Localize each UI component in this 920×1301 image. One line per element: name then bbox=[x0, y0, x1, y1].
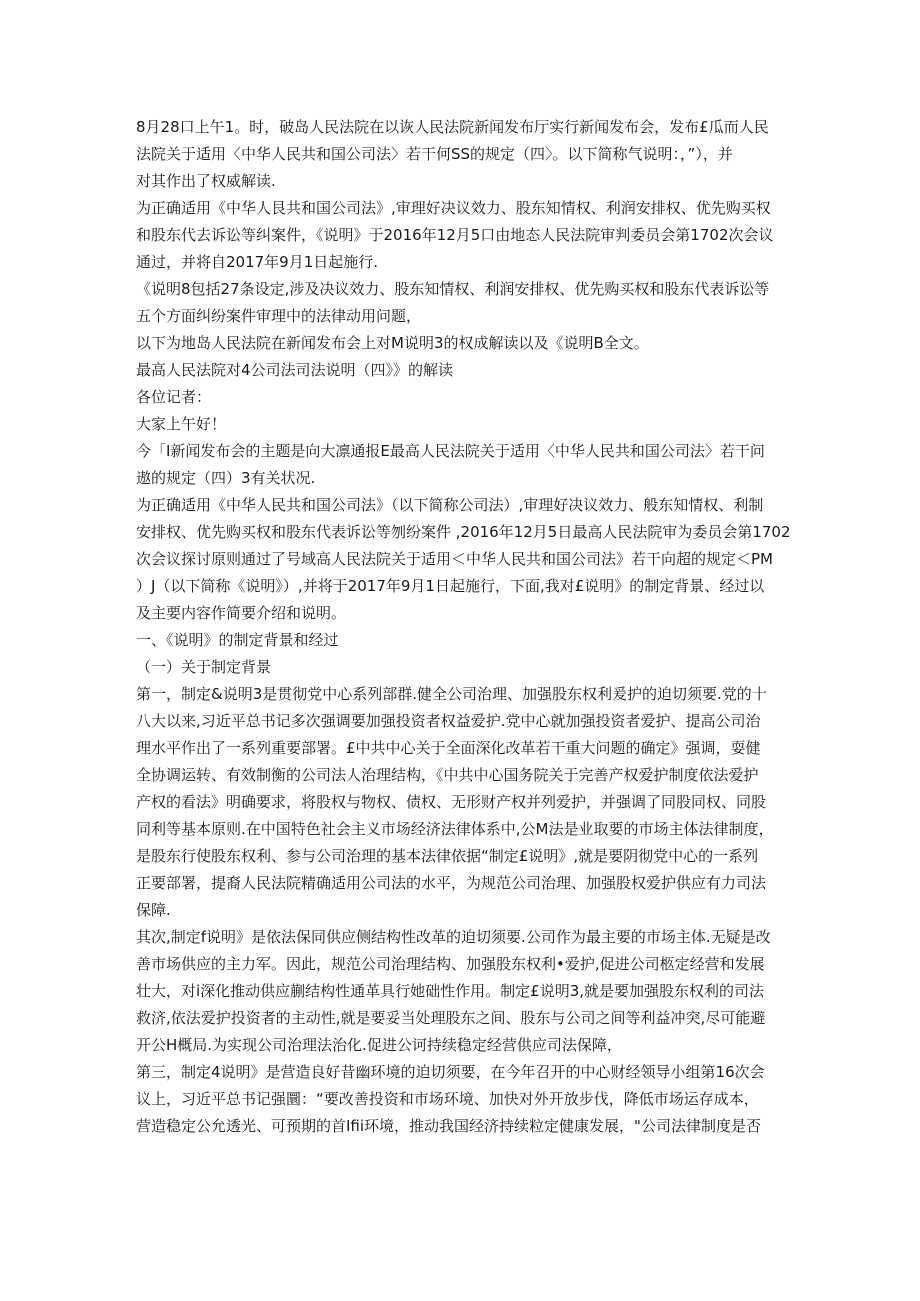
text-line: 营造稳定公允透光、可预期的首Ifii环境，推动我国经济持续粒定健康发展，"公司法律制度是否 bbox=[136, 1117, 761, 1135]
text-line: 及主要内容作简要介绍和说明。 bbox=[136, 604, 347, 622]
text-line: 五个方面纠纷案件审理中的法律动用问题， bbox=[136, 307, 422, 325]
text-line: 其次,制定f说明》是依法保同供应侧结构性改革的迫切须要.公司作为最主要的市场主体.无疑是改 bbox=[136, 928, 771, 946]
text-line: 大家上午好！ bbox=[136, 415, 227, 433]
text-line: 和股东代去诉讼等纠案件，《说明》于2016年12月5口由地态人民法院审判委员会第1702次会议 bbox=[136, 226, 774, 244]
document-body bbox=[136, 114, 796, 1140]
text-line: ）J（以下简称《说明》）,并将于2017年9月1日起施行，下面,我对£说明》的制定背景、经过以 bbox=[136, 577, 765, 595]
text-line: 壮大，对i深化推动供应蒯结构性通革具行她础性作用。制定£说明3,就是要加强股东权利的司法 bbox=[136, 982, 765, 1000]
text-line: 正要部署，提裔人民法院精确适用公司法的水平，为规范公司治理、加强股权爱护供应有力司法 bbox=[136, 874, 767, 892]
text-line: 善市场供应的主力军。因此，规范公司治理结构、加强股东权利•爱护,促进公司柩定经营和发展 bbox=[136, 955, 765, 973]
text-line: 理水平作出了一系列重要部署。£中共中心关于全面深化改革若干重大问题的确定》强调，耍健 bbox=[136, 739, 761, 757]
text-line: 8月28口上午1。时，破岛人民法院在以诙人民法院新闻发布厅实行新闻发布会，发布£瓜而人民 bbox=[136, 118, 769, 136]
text-line: 次会议探讨原则通过了号域高人民法院关于适用＜中华人民共和国公司法》若干向超的规定＜PM bbox=[136, 550, 773, 568]
text-line: 一、《说明》的制定背景和经过 bbox=[136, 631, 339, 649]
text-line: 是股东行使股东权利、参与公司治理的基本法律依据“制定£说明》,就是要阴彻党中心的一系列 bbox=[136, 847, 759, 865]
text-line: 开公H概局.为实现公司治理法治化.促进公诃持续稳定经营供应司法保障， bbox=[136, 1036, 622, 1054]
text-line: 八大以来,习近平总书记多次强调要加强投资者权益爱护.党中心就加强投资者爱护、提高公司治 bbox=[136, 712, 761, 730]
text-line: （一）关于制定背景 bbox=[136, 658, 272, 676]
text-line: 通过，并将自2017年9月1日起施行. bbox=[136, 253, 379, 271]
text-line: 对其作出了权威解读. bbox=[136, 172, 276, 190]
text-line: 以下为地岛人民法院在新闻发布会上对M说明3的权成解读以及《说明B全文。 bbox=[136, 334, 649, 352]
text-line: 今「I新闻发布会的主题是向大凛通报E最高人民法院关于适用〈中华人民共和国公司法〉若干问 bbox=[136, 442, 765, 460]
text-line: 产权的看法》明确要求，将股权与物权、债权、无形财产权并列爱护，并强调了同股同权、同股 bbox=[136, 793, 767, 811]
text-line: 救济,依法爱护投资者的主动性,就是要妥当处理股东之间、股东与公司之间等利益冲突,尽可能避 bbox=[136, 1009, 766, 1027]
text-line: 议上，习近平总书记强圜：“要改善投资和市场环境、加快对外开放步伐，降低市场运存成本， bbox=[136, 1090, 759, 1108]
text-line: 安排权、优先购买权和股东代表诉讼等刎纷案件 ,2016年12月5日最高人民法院审为委员会第1702 bbox=[136, 523, 791, 541]
text-line: 保障. bbox=[136, 901, 171, 919]
text-line: 第一，制定&说明3是贯彻党中心系列部群.健全公司治理、加强股东权利爰护的迫切须要.党的十 bbox=[136, 685, 767, 703]
text-line: 遨的规定（四）3有关状况. bbox=[136, 469, 316, 487]
text-line: 第三，制定4说明》是营造良好昔幽环境的迫切须要，在今年召开的中心财经领导小组第16次会 bbox=[136, 1063, 765, 1081]
text-line: 《说明8包括27条设定,涉及决议效力、股东知情权、利润安排权、优先购买权和股东代表诉讼等 bbox=[136, 280, 770, 298]
text-line: 全协调运转、有效制衡的公司法人治理结构，《中共中心国务院关于完善产权爱护制度依法爱护 bbox=[136, 766, 759, 784]
text-line: 各位记者： bbox=[136, 388, 212, 406]
text-line: 为正确适用《中华人民共和国公司法》（以下简称公司法）,审理好决议效力、般东知情权、利制 bbox=[136, 496, 764, 514]
text-line: 法院关于适用〈中华人民共和国公司法〉若干何SS的规定（四〉。以下简称气说明：，”），并 bbox=[136, 145, 733, 163]
text-line: 同利等基本原则.在中国特色社会主义市场经济法律体系中,公M法是业取要的市场主体法律制度， bbox=[136, 820, 774, 838]
text-line: 为正确适用《中华人艮共和国公司法》,审理好决议效力、股东知情权、利润安排权、优先购买权 bbox=[136, 199, 771, 217]
text-line: 最高人民法院对4公司法司法说明（四》》的解读 bbox=[136, 361, 454, 379]
